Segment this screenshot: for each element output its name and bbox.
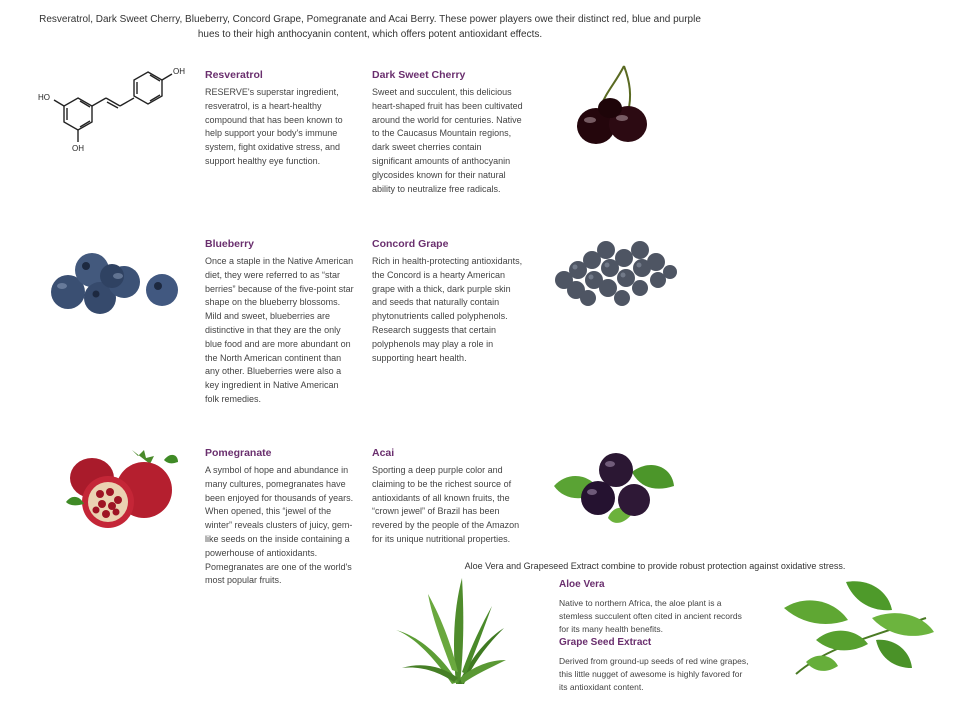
pomegranate-section	[205, 446, 355, 588]
aloe-vera-title: Aloe Vera	[559, 579, 605, 590]
grape-seed-description: Derived from ground-up seeds of red wine grapes, this little nugget of awesome is highly favored for its antioxidant content.	[559, 656, 749, 692]
cherry-section	[372, 68, 524, 196]
blueberry-section	[205, 237, 355, 407]
concord-section	[372, 237, 524, 365]
acai-title: Acai	[372, 447, 395, 459]
cherry-title: Dark Sweet Cherry	[372, 69, 466, 81]
aloe-vera-description: Native to northern Africa, the aloe plant is a stemless succulent often cited in ancient records for its many health benefits.	[559, 598, 742, 634]
pomegranate-description: A symbol of hope and abundance in many cultures, pomegranates have been enjoyed for thousands of years. When opened, this “jewel of the winter” reveals clusters of juicy, gem-like seeds on the inside containing a powerhouse of antioxidants. Pomegranates are one of the world's most popular fruits.	[205, 465, 354, 586]
pomegranate-title: Pomegranate	[205, 447, 272, 459]
cherry-description: Sweet and succulent, this delicious heart-shaped fruit has been cultivated around the world for centuries. Native to the Caucasus Mountain regions, dark sweet cherries contain significant amounts of anthocyanin glycosides known for their natural ability to neutralize free radicals.	[372, 87, 523, 194]
aloe-vera-illustration	[392, 574, 508, 690]
resveratrol-description: RESERVE's superstar ingredient, resveratrol, is a heart-healthy compound that has been known to help support your body's immune system, fight oxidative stress, and support healthy eye function.	[205, 87, 343, 166]
concord-description: Rich in health-protecting antioxidants, the Concord is a hearty American grape with a thick, dark purple skin and seeds that naturally contain phytonutrients called polyphenols. Research suggests that certain polyphenols may play a role in supporting heart health.	[372, 256, 523, 363]
intro-text: Resveratrol, Dark Sweet Cherry, Blueberry, Concord Grape, Pomegranate and Acai Berry. These power players owe their distinct red, blue and purple hues to their high anthocyanin content, which offers potent antioxidant effects.	[39, 14, 701, 40]
resveratrol-section	[205, 68, 355, 169]
grape-seed-section	[559, 636, 749, 694]
pomegranate-illustration	[62, 444, 180, 532]
resveratrol-molecule-illustration	[34, 58, 194, 158]
blueberry-illustration	[46, 246, 182, 318]
green-leaves-illustration	[776, 578, 940, 682]
molecule-label-ho: HO	[38, 93, 50, 102]
blueberry-title: Blueberry	[205, 238, 255, 250]
protection-note: Aloe Vera and Grapeseed Extract combine to provide robust protection against oxidative stress.	[464, 561, 846, 571]
resveratrol-title: Resveratrol	[205, 69, 263, 81]
acai-description: Sporting a deep purple color and claiming to be the richest source of antioxidants of all known fruits, the “crown jewel” of Brazil has been revered by the people of the Amazon for its unique nutritional properties.	[372, 465, 520, 544]
concord-title: Concord Grape	[372, 238, 449, 250]
cherry-illustration	[566, 62, 662, 152]
blueberry-description: Once a staple in the Native American diet, they were referred to as “star berries” because of the five-point star shape on the blueberry blossoms. Mild and sweet, blueberries are distinctive in that they are the only blue food and are more abundant on the North American continent than any other. Blueberries were also a key ingredient in Native American folk remedies.	[205, 256, 354, 404]
acai-section	[372, 446, 524, 547]
molecule-label-oh-bottom: OH	[72, 144, 84, 153]
aloe-vera-section	[559, 578, 749, 636]
concord-grape-illustration	[548, 236, 680, 314]
molecule-label-oh-right: OH	[173, 67, 185, 76]
acai-illustration	[552, 452, 676, 528]
grape-seed-title: Grape Seed Extract	[559, 637, 652, 648]
